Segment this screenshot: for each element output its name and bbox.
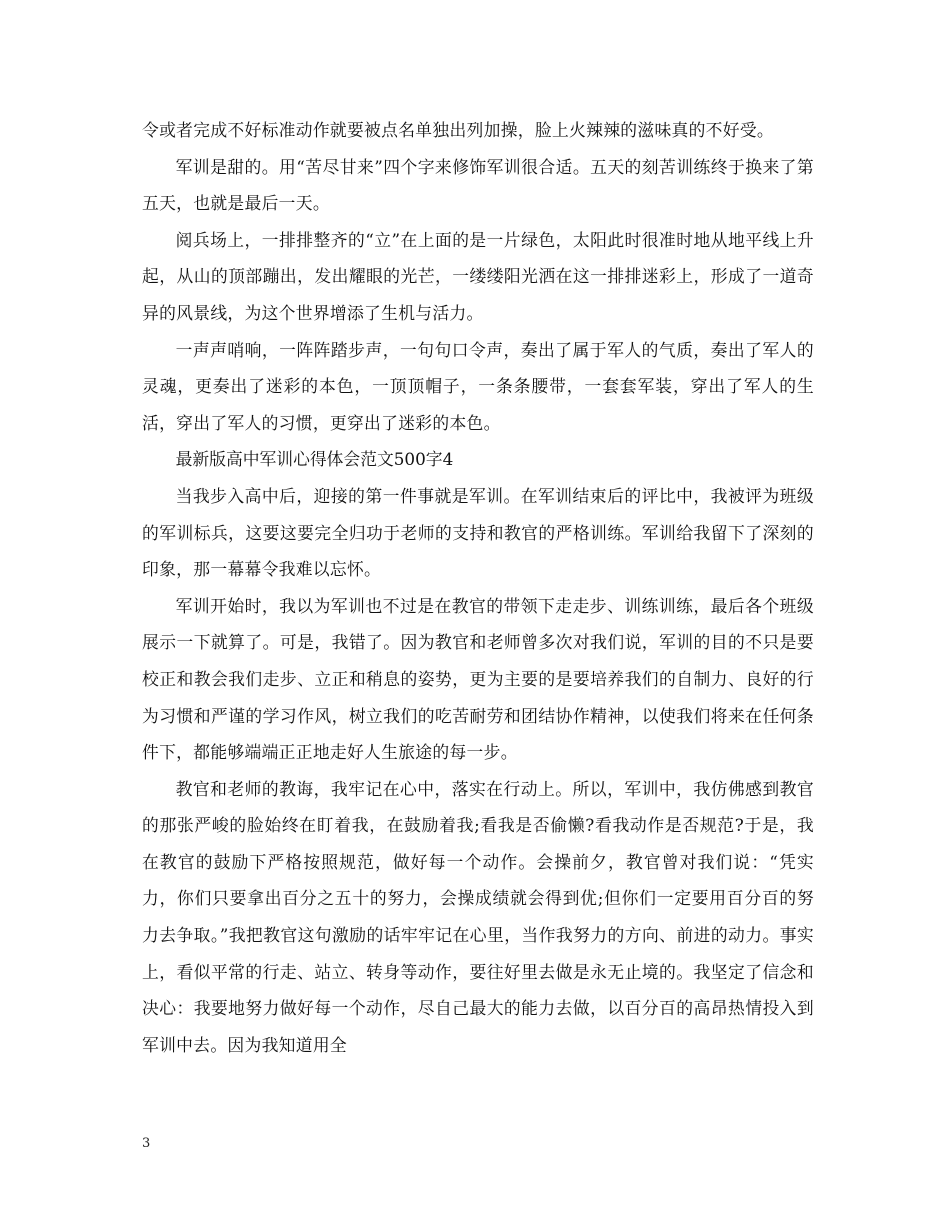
page-number: 3: [142, 1136, 151, 1151]
paragraph-entering-high-school: 当我步入高中后，迎接的第一件事就是军训。在军训结束后的评比中，我被评为班级的军训标兵，这要这要完全归功于老师的支持和教官的严格训练。军训给我留下了深刻的印象，那一幕幕令我难以忘怀。: [142, 485, 814, 580]
paragraph-teachings: 教官和老师的教诲，我牢记在心中，落实在行动上。所以，军训中，我仿佛感到教官的那张严峻的脸始终在盯着我，在鼓励着我;看我是否偷懒?看我动作是否规范?于是，我在教官的鼓励下严格按照规范，做好每一个动作。会操前夕，教官曾对我们说：“凭实力，你们只要拿出百分之五十的努力，会操成绩就会得到优;但你们一定要用百分百的努力去争取。”我把教官这句激励的话牢牢记在心里，当作我努力的方向、前进的动力。事实上，看似平常的行走、站立、转身等动作，要往好里去做是永无止境的。我坚定了信念和决心：我要地努力做好每一个动作，尽自己最大的能力去做，以百分百的高昂热情投入到军训中去。因为我知道用全: [142, 778, 814, 1055]
paragraph-continuation: 令或者完成不好标准动作就要被点名单独出列加操，脸上火辣辣的滋味真的不好受。: [142, 120, 775, 140]
document-body: [142, 112, 814, 1063]
paragraph-sweet: 军训是甜的。用“苦尽甘来”四个字来修饰军训很合适。五天的刻苦训练终于换来了第五天，也就是最后一天。: [142, 156, 814, 214]
section-title: 最新版高中军训心得体会范文500字4: [175, 449, 454, 470]
paragraph-training-start: 军训开始时，我以为军训也不过是在教官的带领下走走步、训练训练，最后各个班级展示一下就算了。可是，我错了。因为教官和老师曾多次对我们说，军训的目的不只是要校正和教会我们走步、立正和稍息的姿势，更为主要的是要培养我们的自制力、良好的行为习惯和严谨的学习作风，树立我们的吃苦耐劳和团结协作精神，以使我们将来在任何条件下，都能够端端正正地走好人生旅途的每一步。: [142, 595, 814, 763]
paragraph-parade-ground: 阅兵场上，一排排整齐的“立”在上面的是一片绿色，太阳此时很准时地从地平线上升起，从山的顶部蹦出，发出耀眼的光芒，一缕缕阳光洒在这一排排迷彩上，形成了一道奇异的风景线，为这个世界增添了生机与活力。: [142, 229, 814, 323]
paragraph-whistles: 一声声哨响，一阵阵踏步声，一句句口令声，奏出了属于军人的气质，奏出了军人的灵魂，更奏出了迷彩的本色，一顶顶帽子，一条条腰带，一套套军装，穿出了军人的生活，穿出了军人的习惯，更穿出了迷彩的本色。: [142, 339, 814, 433]
